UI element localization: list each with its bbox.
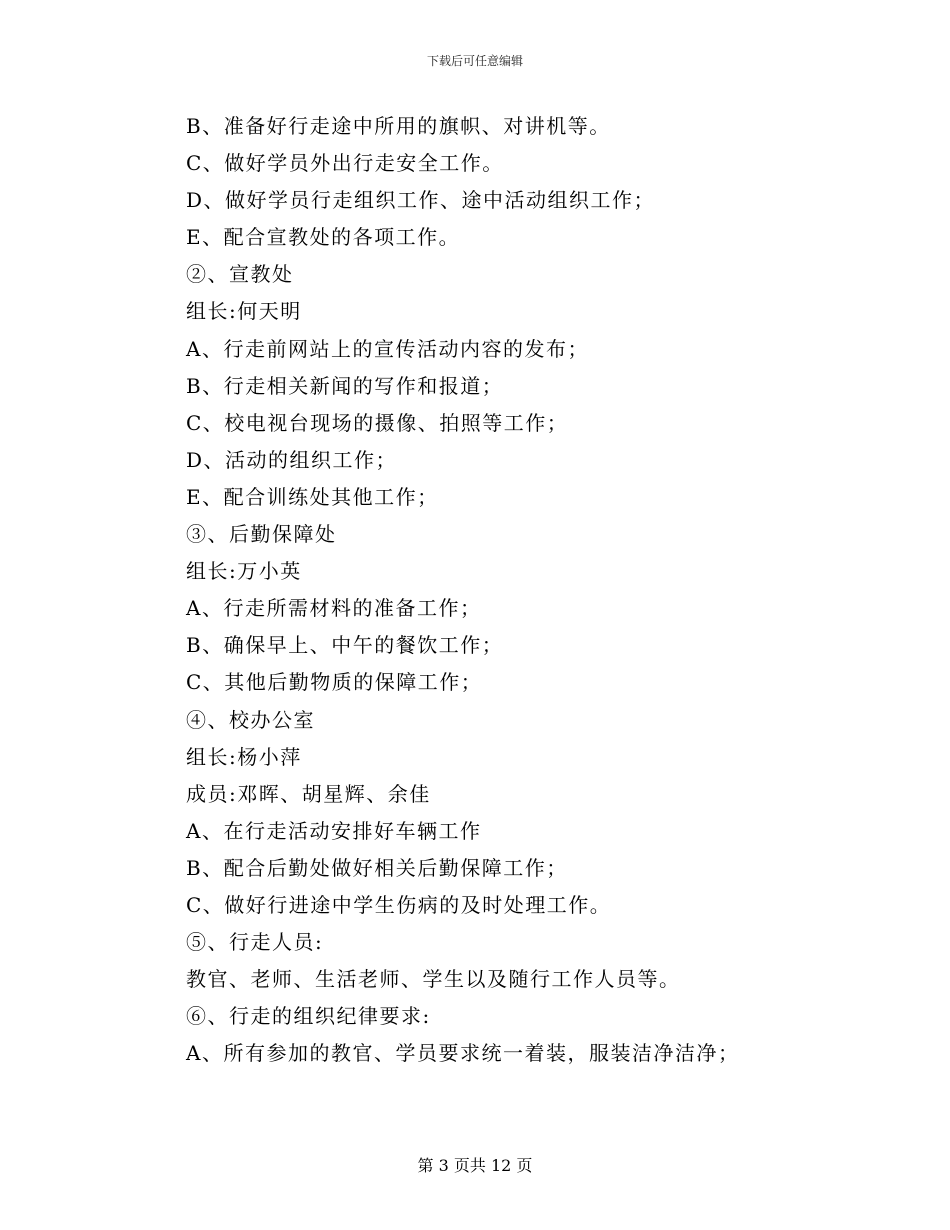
section-heading: ②、宣教处 [186,262,294,287]
text-line: E、配合宣教处的各项工作。 [186,225,461,250]
section-heading: ③、后勤保障处 [186,522,337,547]
text-line: B、准备好行走途中所用的旗帜、对讲机等。 [186,114,611,138]
text-line: D、做好学员行走组织工作、途中活动组织工作； [186,188,656,213]
text-line: A、所有参加的教官、学员要求统一着装，服装洁净洁净； [186,1041,740,1066]
page-header: 下载后可任意编辑 [426,54,523,68]
text-line: 组长:杨小萍 [186,744,302,769]
section-heading: ④、校办公室 [186,707,315,732]
text-line: C、校电视台现场的摄像、拍照等工作； [186,410,569,435]
text-line: B、确保早上、中午的餐饮工作； [186,633,504,658]
text-line: B、配合后勤处做好相关后勤保障工作； [186,855,568,880]
text-line: 组长:万小英 [186,559,302,584]
text-line: A、行走前网站上的宣传活动内容的发布； [186,336,589,361]
section-heading: ⑤、行走人员: [186,930,324,955]
text-line: B、行走相关新闻的写作和报道； [186,373,504,398]
section-heading: ⑥、行走的组织纪律要求: [186,1004,431,1029]
text-line: 教官、老师、生活老师、学生以及随行工作人员等。 [186,967,681,992]
page-footer: 第 3 页共 12 页 [417,1156,533,1175]
text-line: C、做好行进途中学生伤病的及时处理工作。 [186,892,612,917]
document-body [186,108,806,1072]
text-line: 组长:何天明 [186,299,302,324]
text-line: E、配合训练处其他工作； [186,484,439,509]
text-line: A、在行走活动安排好车辆工作 [186,818,482,843]
text-line: A、行走所需材料的准备工作； [186,596,482,621]
text-line: C、其他后勤物质的保障工作； [186,670,483,695]
text-line: 成员:邓晖、胡星辉、余佳 [186,781,431,806]
text-line: C、做好学员外出行走安全工作。 [186,151,504,176]
text-line: D、活动的组织工作； [186,447,398,472]
